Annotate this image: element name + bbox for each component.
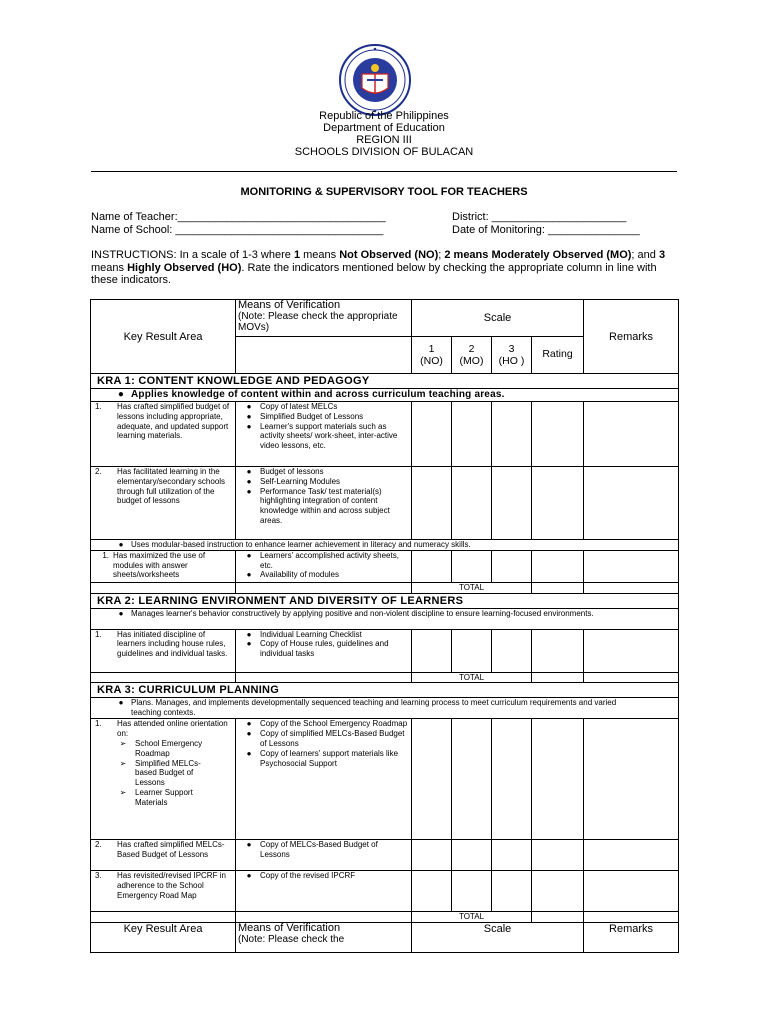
mov-list — [238, 871, 409, 881]
mov-item — [238, 749, 409, 769]
bullet-icon: ● — [246, 719, 252, 729]
remarks-cell[interactable] — [584, 719, 679, 840]
remarks-cell[interactable] — [584, 402, 679, 467]
total-remarks — [584, 912, 679, 923]
scale-3-cell[interactable] — [492, 467, 532, 540]
header-means-of-verification: Means of Verification (Note: Please check the appropriate MOVs) — [236, 300, 412, 337]
mov-text: Copy of simplified MELCs-Based Budget of Lessons — [260, 729, 405, 748]
scale-1-cell[interactable] — [412, 719, 452, 840]
remarks-cell[interactable] — [584, 550, 679, 582]
table-row — [91, 402, 679, 467]
date-of-monitoring-field[interactable]: Date of Monitoring: _______________ — [452, 224, 640, 236]
mov-list — [238, 630, 409, 659]
kra1-indicator-2: 2. Has facilitated learning in the elementary/secondary schools through full utilization of the budget of lessons — [91, 467, 236, 540]
kra2-indicator-1-movs — [236, 629, 412, 672]
rating-cell[interactable] — [532, 550, 584, 582]
mov-item — [238, 840, 409, 860]
header-key-result-area-repeat: Key Result Area — [91, 923, 236, 953]
kra3-indicator-2: 2. Has crafted simplified MELCs-Based Budget of Lessons — [91, 840, 236, 871]
mov-list — [238, 719, 409, 768]
mov-text: Learner's support materials such as activity sheets/ work-sheet, inter-active video lessons, etc. — [260, 421, 398, 451]
scale-1-cell[interactable] — [412, 840, 452, 871]
total-blank — [236, 582, 412, 593]
bullet-icon: ● — [246, 570, 252, 580]
kra2-objective1: ● Manages learner's behavior constructively by applying positive and non-violent discipline to ensure learning-focused environments. — [91, 608, 679, 629]
arrow-bullet-icon: ➢ — [119, 787, 127, 797]
mov-item — [238, 630, 409, 640]
orientation-topic — [111, 788, 211, 808]
table-row — [91, 840, 679, 871]
mov-item — [238, 422, 409, 451]
kra1-total-label: TOTAL — [412, 582, 532, 593]
mov-text: Simplified Budget of Lessons — [260, 411, 364, 421]
bullet-icon: ● — [246, 748, 252, 758]
mov-text: Budget of lessons — [260, 467, 324, 476]
kra3-indicator-3: 3. Has revisited/revised IPCRF in adherence to the School Emergency Road Map — [91, 871, 236, 912]
mov-text: Copy of MELCs-Based Budget of Lessons — [260, 840, 378, 860]
document-title: MONITORING & SUPERVISORY TOOL FOR TEACHERS — [240, 186, 528, 198]
scale-3-cell[interactable] — [492, 402, 532, 467]
kra3-total-label: TOTAL — [412, 912, 532, 923]
school-name-field[interactable]: Name of School: __________________________________ — [91, 224, 384, 236]
header-scale-2: 2 (MO) — [452, 337, 492, 374]
bullet-icon: ● — [246, 486, 252, 496]
region-line: REGION III — [356, 134, 412, 146]
mov-text: Copy of the revised IPCRF — [260, 871, 356, 881]
scale-1-cell[interactable] — [412, 402, 452, 467]
kra2-total-rating[interactable] — [532, 672, 584, 683]
scale-3-cell[interactable] — [492, 840, 532, 871]
mov-item — [238, 412, 409, 422]
remarks-cell[interactable] — [584, 467, 679, 540]
scale-3-cell[interactable] — [492, 719, 532, 840]
kra1-indicator-3: 1. Has maximized the use of modules with answer sheets/worksheets — [91, 550, 236, 582]
header-key-result-area: Key Result Area — [91, 300, 236, 374]
scale-1-cell[interactable] — [412, 629, 452, 672]
scale-2-cell[interactable] — [452, 467, 492, 540]
rating-cell[interactable] — [532, 402, 584, 467]
bullet-icon: ● — [246, 729, 252, 739]
bullet-icon: ● — [246, 840, 252, 850]
mov-text: Self-Learning Modules — [260, 476, 341, 486]
orientation-topic-text: Learner Support Materials — [135, 787, 193, 807]
scale-1-cell[interactable] — [412, 871, 452, 912]
mov-text: Individual Learning Checklist — [260, 629, 362, 639]
mov-text: Copy of the School Emergency Roadmap — [260, 719, 408, 729]
mov-item — [238, 551, 409, 571]
scale-1-cell[interactable] — [412, 550, 452, 582]
kra2-title: KRA 2: LEARNING ENVIRONMENT AND DIVERSITY OF LEARNERS — [91, 593, 679, 608]
table-row — [91, 871, 679, 912]
total-blank — [91, 672, 236, 683]
bullet-icon: ● — [246, 550, 252, 560]
header-scale-1: 1 (NO) — [412, 337, 452, 374]
orientation-topics — [93, 739, 211, 808]
bullet-icon: ● — [246, 467, 252, 476]
mov-text: Copy of learners' support materials like Psychosocial Support — [260, 748, 399, 768]
header-divider — [91, 171, 677, 172]
mov-item — [238, 570, 409, 580]
mov-item — [238, 477, 409, 487]
mov-text: Copy of latest MELCs — [260, 402, 338, 411]
district-field[interactable]: District: ______________________ — [452, 211, 627, 223]
orientation-topic-text: Simplified MELCs-based Budget of Lessons — [135, 758, 201, 788]
remarks-cell[interactable] — [584, 840, 679, 871]
mov-text: Copy of House rules, guidelines and individual tasks — [260, 639, 389, 659]
bullet-icon: ● — [246, 476, 252, 486]
kra1-indicator-2-movs — [236, 467, 412, 540]
mov-text: Availability of modules — [260, 570, 340, 580]
rating-cell[interactable] — [532, 840, 584, 871]
kra2-total-label: TOTAL — [412, 672, 532, 683]
kra3-indicator-2-movs — [236, 840, 412, 871]
remarks-cell[interactable] — [584, 871, 679, 912]
kra3-objective1: ● Plans. Manages, and implements developmentally sequenced teaching and learning process to meet curriculum requirements and varied teaching contexts. — [91, 698, 679, 719]
scale-2-cell[interactable] — [452, 402, 492, 467]
kra1-total-rating[interactable] — [532, 582, 584, 593]
table-row — [91, 550, 679, 582]
table-row — [91, 629, 679, 672]
kra1-title: KRA 1: CONTENT KNOWLEDGE AND PEDAGOGY — [91, 374, 679, 389]
scale-2-cell[interactable] — [452, 840, 492, 871]
header-remarks-repeat: Remarks — [584, 923, 679, 953]
kra3-indicator-1-movs — [236, 719, 412, 840]
mov-item — [238, 467, 409, 477]
monitoring-table — [90, 299, 679, 953]
kra1-indicator-1: 1. Has crafted simplified budget of lessons including appropriate, adequate, and updated support learning materials. — [91, 402, 236, 467]
scale-3-cell[interactable] — [492, 871, 532, 912]
bullet-icon: ● — [246, 421, 252, 431]
mov-item — [238, 487, 409, 526]
mov-item — [238, 719, 409, 729]
scale-1-cell[interactable] — [412, 467, 452, 540]
arrow-bullet-icon: ➢ — [119, 738, 127, 748]
kra1-indicator-3-movs — [236, 550, 412, 582]
bullet-icon: ● — [246, 639, 252, 649]
orientation-topic — [111, 739, 211, 759]
arrow-bullet-icon: ➢ — [119, 758, 127, 768]
mov-list — [238, 840, 409, 860]
department-line: Department of Education — [323, 122, 445, 134]
mov-list — [238, 551, 409, 580]
bullet-icon: ● — [246, 871, 252, 881]
bullet-icon: ● — [246, 629, 252, 639]
header-rating: Rating — [532, 337, 584, 374]
kra1-indicator-1-movs — [236, 402, 412, 467]
total-blank — [236, 912, 412, 923]
scale-2-cell[interactable] — [452, 871, 492, 912]
orientation-topic-text: School Emergency Roadmap — [135, 738, 203, 758]
header-scale-3: 3 (HO ) — [492, 337, 532, 374]
kra3-total-rating[interactable] — [532, 912, 584, 923]
mov-list — [238, 467, 409, 526]
bullet-icon: ● — [246, 411, 252, 421]
mov-item — [238, 639, 409, 659]
header-scale: Scale — [412, 300, 584, 337]
rating-cell[interactable] — [532, 871, 584, 912]
kra1-objective2: ● Uses modular-based instruction to enhance learner achievement in literacy and numeracy skills. — [91, 540, 679, 551]
kra1-objective1: ● Applies knowledge of content within and across curriculum teaching areas. — [91, 389, 679, 402]
kra2-indicator-1: 1. Has initiated discipline of learners including house rules, guidelines and individual tasks. — [91, 629, 236, 672]
header-scale-repeat: Scale — [412, 923, 584, 953]
mov-item — [238, 402, 409, 412]
header-mov-blank — [236, 337, 412, 374]
mov-text: Learners' accomplished activity sheets, etc. — [260, 550, 399, 570]
teacher-name-field[interactable]: Name of Teacher:__________________________________ — [91, 211, 386, 223]
rating-cell[interactable] — [532, 719, 584, 840]
instructions: INSTRUCTIONS: In a scale of 1-3 where 1 means Not Observed (NO); 2 means Moderately Observed (MO); and 3 means Highly Observed (HO). Rate the indicators mentioned below by checking the appropriate column in line with these indicators. — [91, 249, 666, 286]
total-remarks — [584, 672, 679, 683]
header-remarks: Remarks — [584, 300, 679, 374]
scale-3-cell[interactable] — [492, 629, 532, 672]
deped-seal-logo — [339, 44, 411, 116]
mov-item — [238, 729, 409, 749]
total-blank — [91, 912, 236, 923]
kra3-title: KRA 3: CURRICULUM PLANNING — [91, 683, 679, 698]
mov-list — [238, 402, 409, 451]
table-row — [91, 719, 679, 840]
kra3-indicator-3-movs — [236, 871, 412, 912]
scale-2-cell[interactable] — [452, 550, 492, 582]
mov-text: Performance Task/ test material(s) highlighting integration of content knowledge within and across subject areas. — [260, 486, 390, 525]
remarks-cell[interactable] — [584, 629, 679, 672]
scale-2-cell[interactable] — [452, 629, 492, 672]
bullet-icon: ● — [246, 402, 252, 411]
scale-3-cell[interactable] — [492, 550, 532, 582]
orientation-topic — [111, 759, 211, 788]
division-line: SCHOOLS DIVISION OF BULACAN — [294, 146, 474, 158]
total-remarks — [584, 582, 679, 593]
kra3-indicator-1: 1. Has attended online orientation on: ➢ School Emergency Roadmap ➢ Simplified MELCs-based Budget of Lessons ➢ Learner Support Materials — [91, 719, 236, 840]
republic-line: Republic of the Philippines — [319, 110, 449, 122]
rating-cell[interactable] — [532, 629, 584, 672]
table-row — [91, 467, 679, 540]
scale-2-cell[interactable] — [452, 719, 492, 840]
header-mov-repeat: Means of Verification (Note: Please check the — [236, 923, 412, 953]
total-blank — [236, 672, 412, 683]
mov-item — [238, 871, 409, 881]
total-blank — [91, 582, 236, 593]
rating-cell[interactable] — [532, 467, 584, 540]
